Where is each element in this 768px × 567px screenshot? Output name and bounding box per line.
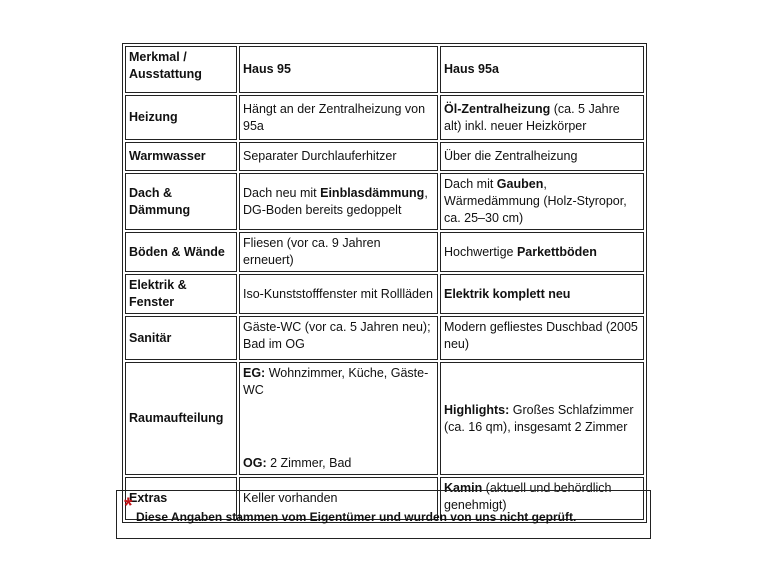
- table-row: [125, 232, 644, 272]
- cell-raum-95: [239, 362, 438, 475]
- cell-heizung-95: Hängt an der Zentralheizung von 95a: [239, 95, 438, 140]
- table-row: [125, 316, 644, 360]
- cell-dach-95: [239, 173, 438, 230]
- row-label-boeden: Böden & Wände: [125, 232, 237, 272]
- cell-text: , Wärmedämmung (Holz-Styropor, ca. 25–30 cm): [444, 177, 627, 225]
- table-row: [125, 95, 644, 140]
- cell-text: Wohnzimmer, Küche, Gäste-WC: [243, 366, 429, 397]
- table-header-row: [125, 46, 644, 93]
- cell-elektrik-95: Iso-Kunststofffenster mit Rollläden: [239, 274, 438, 314]
- comparison-table: [122, 43, 647, 523]
- cell-warmwasser-95a: Über die Zentralheizung: [440, 142, 644, 171]
- row-label-elektrik: Elektrik & Fenster: [125, 274, 237, 314]
- header-haus-95a: Haus 95a: [440, 46, 644, 93]
- cell-bold-text: OG:: [243, 456, 267, 470]
- cell-text: 2 Zimmer, Bad: [266, 456, 352, 470]
- cell-sanitaer-95a: Modern gefliestes Duschbad (2005 neu): [440, 316, 644, 360]
- footnote-box: [116, 490, 651, 539]
- cell-bold-text: Kamin: [444, 481, 483, 495]
- header-feature: Merkmal / Ausstattung: [125, 46, 237, 93]
- cell-text: , DG-Boden bereits gedoppelt: [243, 185, 428, 217]
- cell-raum-95-content: [243, 365, 434, 472]
- cell-bold-text: Einblasdämmung: [320, 185, 425, 200]
- cell-bold-text: Highlights:: [444, 402, 510, 417]
- cell-warmwasser-95: Separater Durchlauferhitzer: [239, 142, 438, 171]
- table-row: [125, 362, 644, 475]
- cell-bold-text: EG:: [243, 366, 266, 380]
- row-label-raum: Raumaufteilung: [125, 362, 237, 475]
- cell-boeden-95a: [440, 232, 644, 272]
- raum-og-line: [243, 455, 434, 472]
- raum-eg-line: [243, 365, 434, 399]
- row-label-dach: Dach & Dämmung: [125, 173, 237, 230]
- cell-bold-text: Öl-Zentralheizung: [444, 101, 551, 116]
- cell-heizung-95a: [440, 95, 644, 140]
- cell-elektrik-95a: Elektrik komplett neu: [440, 274, 644, 314]
- cell-bold-text: Gauben: [496, 177, 544, 191]
- row-label-heizung: Heizung: [125, 95, 237, 140]
- cell-boeden-95: Fliesen (vor ca. 9 Jahren erneuert): [239, 232, 438, 272]
- row-label-extras: Extras: [125, 477, 237, 520]
- asterisk-icon: *: [124, 493, 133, 518]
- row-label-warmwasser: Warmwasser: [125, 142, 237, 171]
- cell-extras-95: Keller vorhanden: [239, 477, 438, 520]
- table-row: [125, 274, 644, 314]
- cell-text: (ca. 5 Jahre alt) inkl. neuer Heizkörper: [444, 101, 620, 133]
- cell-text: Großes Schlafzimmer (ca. 16 qm), insgesamt 2 Zimmer: [444, 402, 634, 434]
- cell-text: (aktuell und behördlich genehmigt): [444, 481, 612, 512]
- cell-raum-95a: [440, 362, 644, 475]
- cell-sanitaer-95: Gäste-WC (vor ca. 5 Jahren neu); Bad im OG: [239, 316, 438, 360]
- cell-text: Hochwertige: [444, 244, 517, 259]
- cell-dach-95a: [440, 173, 644, 230]
- header-haus-95: Haus 95: [239, 46, 438, 93]
- table-row: [125, 173, 644, 230]
- cell-bold-text: Parkettböden: [516, 244, 597, 259]
- row-label-sanitaer: Sanitär: [125, 316, 237, 360]
- cell-text: Dach neu mit: [243, 185, 321, 200]
- table-row: [125, 142, 644, 171]
- footnote-text: Diese Angaben stammen vom Eigentümer und wurden von uns nicht geprüft.: [136, 510, 577, 524]
- cell-text: Dach mit: [444, 177, 497, 191]
